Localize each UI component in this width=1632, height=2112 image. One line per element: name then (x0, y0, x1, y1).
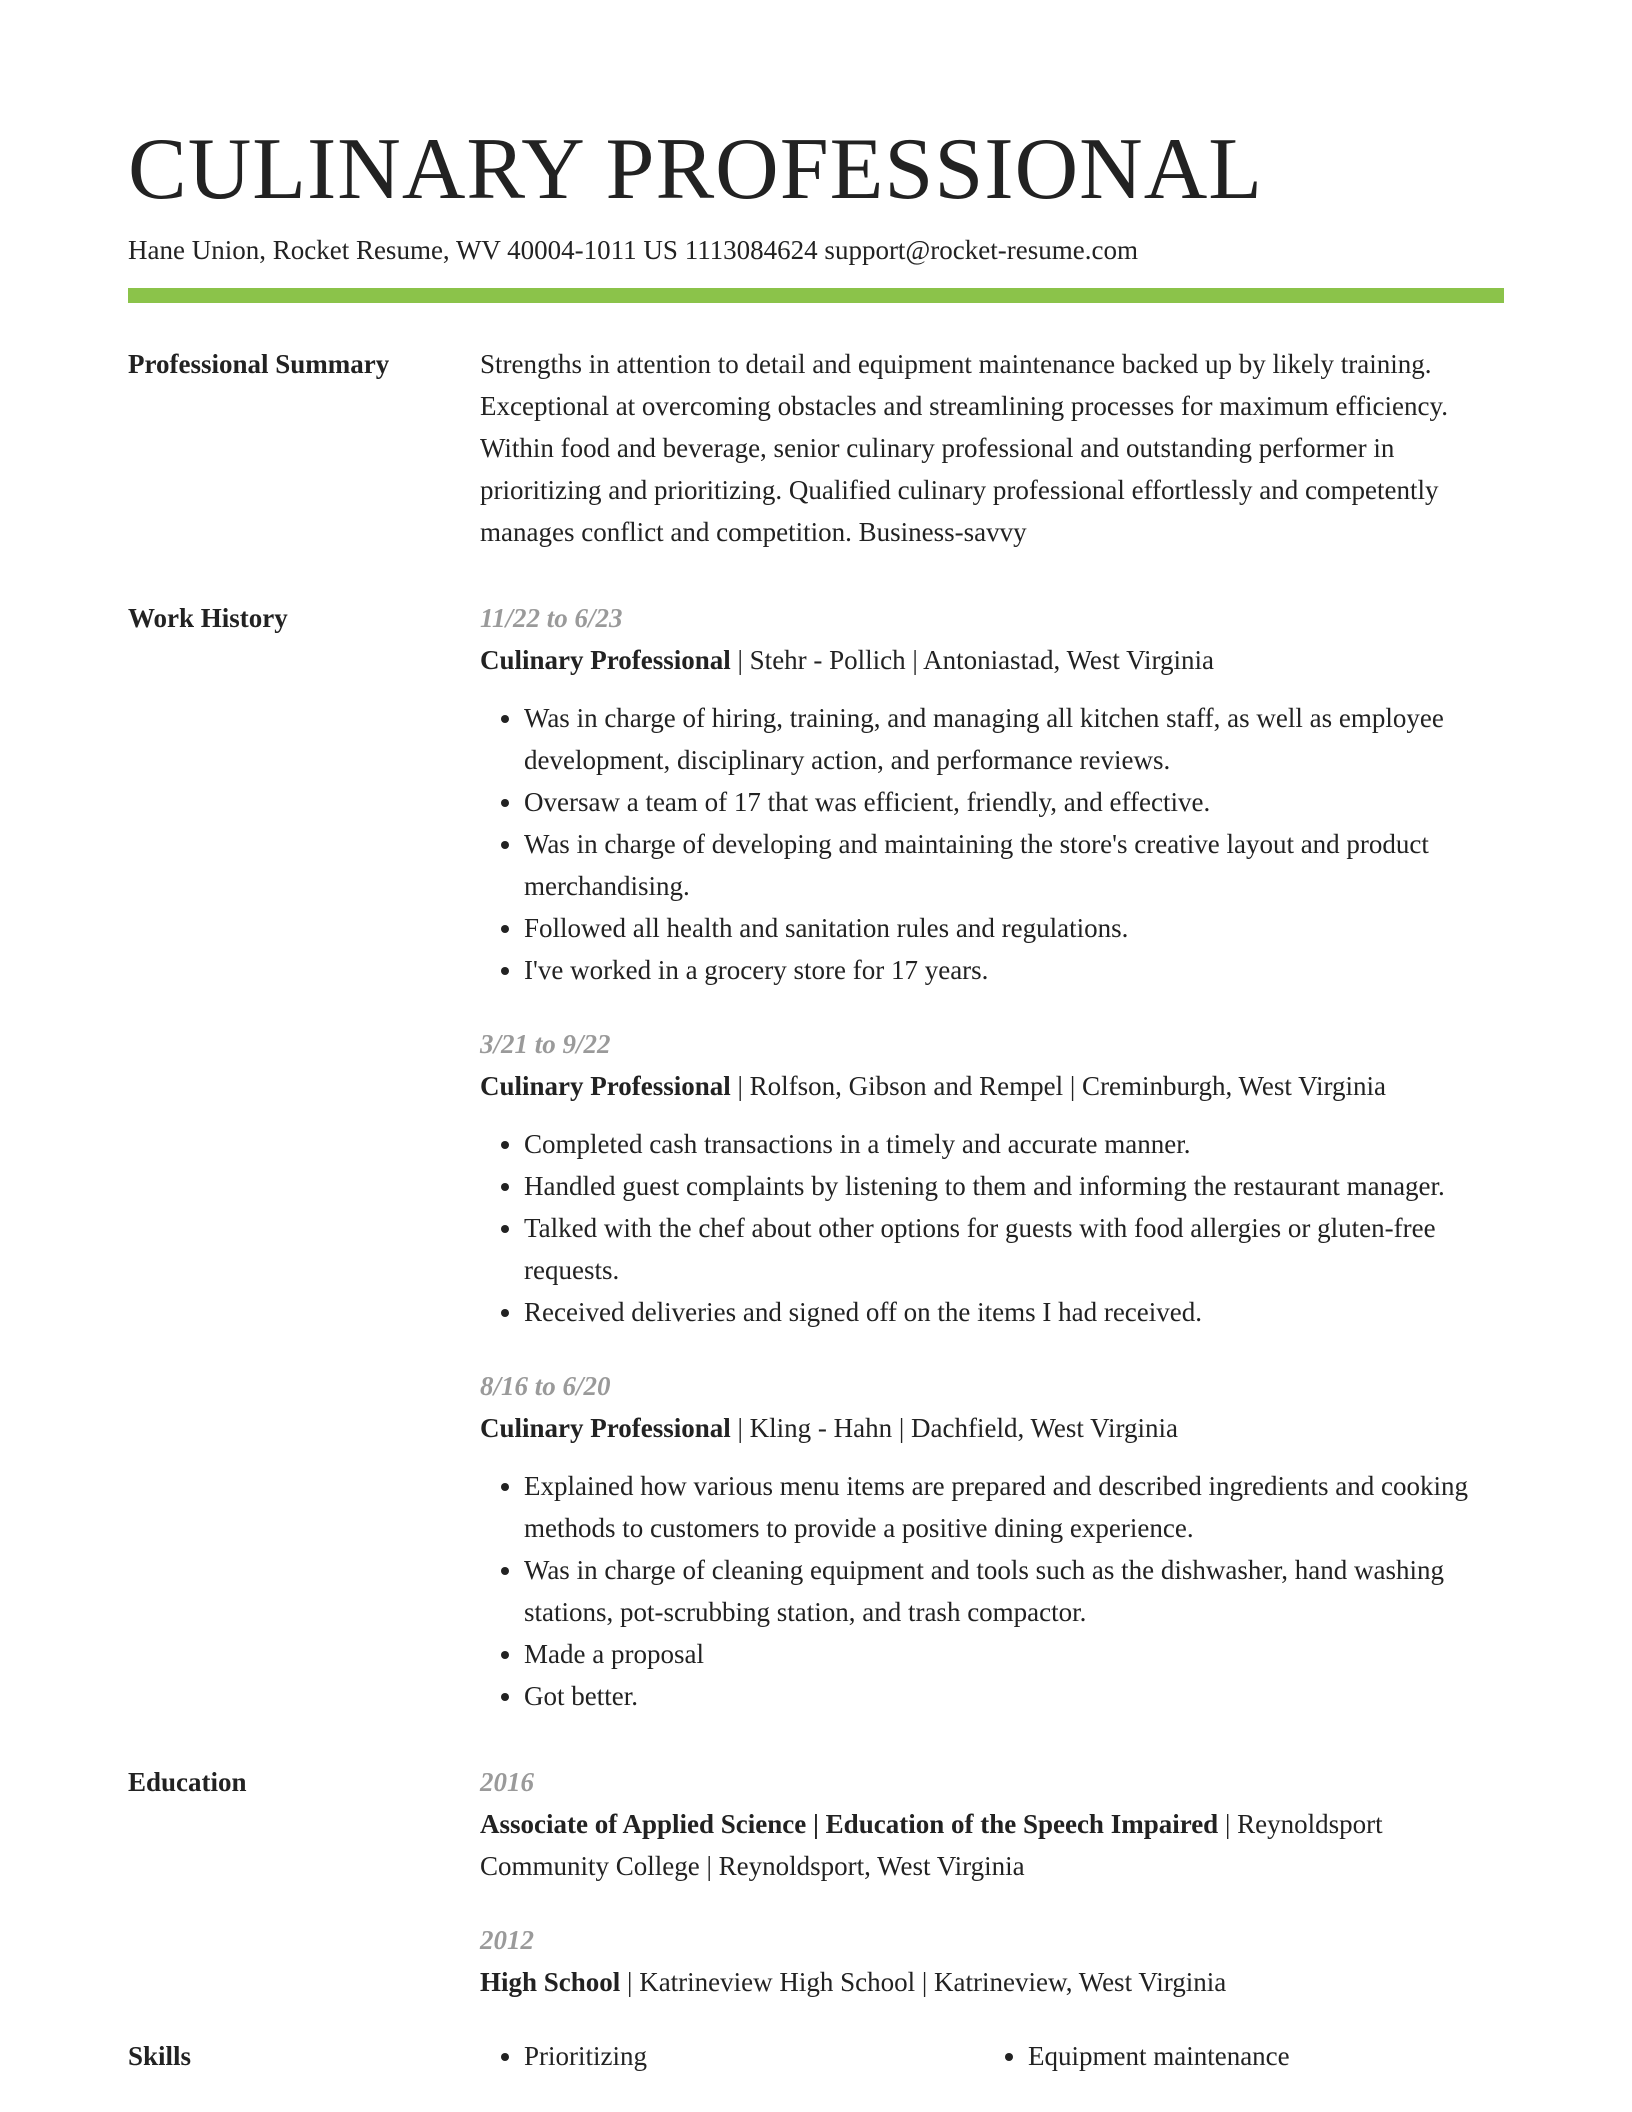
education-line (480, 1961, 1504, 2003)
education-year: 2012 (480, 1925, 534, 1955)
skills-grid (480, 2035, 1504, 2077)
job-entry (480, 1365, 1504, 1717)
bullet-item: • Was in charge of developing and maintaining the store's creative layout and product merchandising. (524, 823, 1504, 907)
summary-text: Strengths in attention to detail and equipment maintenance backed up by likely training. Exceptional at overcoming obstacles and streamlining processes for maximum efficiency. Within food and beverage, senior culinary professional and outstanding performer in prioritizing and prioritizing. Qualified culinary professional effortlessly and competently manages conflict and competition. Business-savvy (480, 349, 1448, 547)
resume-name: CULINARY PROFESSIONAL (128, 121, 1264, 218)
job-details: | Kling - Hahn | Dachfield, West Virginia (730, 1413, 1178, 1443)
bullet-item: • Got better. (524, 1675, 1504, 1717)
work-history-section (128, 597, 1504, 1717)
education-degree: Associate of Applied Science | Education of the Speech Impaired (480, 1809, 1219, 1839)
header-divider (128, 288, 1504, 303)
education-degree: High School (480, 1967, 621, 1997)
skill-item: • Prioritizing (524, 2035, 984, 2077)
job-bullets (480, 697, 1504, 991)
skill-item: • Equipment maintenance (1028, 2035, 1488, 2077)
bullet-item: • Handled guest complaints by listening to them and informing the restaurant manager. (524, 1165, 1504, 1207)
job-title: Culinary Professional (480, 645, 731, 675)
job-title: Culinary Professional (480, 1071, 731, 1101)
job-entry (480, 597, 1504, 991)
summary-section (128, 343, 1504, 553)
section-label-summary: Professional Summary (128, 349, 390, 379)
job-dates: 11/22 to 6/23 (480, 603, 623, 633)
section-label-skills: Skills (128, 2041, 192, 2071)
job-dates: 8/16 to 6/20 (480, 1371, 611, 1401)
job-title: Culinary Professional (480, 1413, 731, 1443)
job-entry (480, 1023, 1504, 1333)
bullet-item: • Explained how various menu items are prepared and described ingredients and cooking methods to customers to provide a positive dining experience. (524, 1465, 1504, 1549)
education-line (480, 1803, 1504, 1887)
job-title-line (480, 1407, 1504, 1449)
bullet-item: • Received deliveries and signed off on the items I had received. (524, 1291, 1504, 1333)
skills-column (480, 2035, 984, 2077)
job-bullets (480, 1123, 1504, 1333)
job-details: | Rolfson, Gibson and Rempel | Creminburgh, West Virginia (730, 1071, 1387, 1101)
education-details: | Katrineview High School | Katrineview, West Virginia (620, 1967, 1227, 1997)
education-year: 2016 (480, 1767, 534, 1797)
job-bullets (480, 1465, 1504, 1717)
bullet-item: • Made a proposal (524, 1633, 1504, 1675)
education-section (128, 1761, 1504, 2003)
bullet-item: • I've worked in a grocery store for 17 years. (524, 949, 1504, 991)
contact-info: Hane Union, Rocket Resume, WV 40004-1011 US 1113084624 support@rocket-resume.com (128, 235, 1138, 265)
education-entry (480, 1761, 1504, 1887)
section-label-education: Education (128, 1767, 247, 1797)
job-title-line (480, 639, 1504, 681)
job-dates: 3/21 to 9/22 (480, 1029, 611, 1059)
bullet-item: • Completed cash transactions in a timely and accurate manner. (524, 1123, 1504, 1165)
skills-section (128, 2035, 1504, 2077)
bullet-item: • Talked with the chef about other options for guests with food allergies or gluten-free requests. (524, 1207, 1504, 1291)
bullet-item: • Oversaw a team of 17 that was efficient, friendly, and effective. (524, 781, 1504, 823)
job-title-line (480, 1065, 1504, 1107)
job-details: | Stehr - Pollich | Antoniastad, West Virginia (730, 645, 1215, 675)
education-entry (480, 1919, 1504, 2003)
bullet-item: • Followed all health and sanitation rules and regulations. (524, 907, 1504, 949)
education-details: | Reynoldsport Community College | Reynoldsport, West Virginia (480, 1809, 1383, 1881)
section-label-work-history: Work History (128, 603, 288, 633)
bullet-item: • Was in charge of cleaning equipment and tools such as the dishwasher, hand washing stations, pot-scrubbing station, and trash compactor. (524, 1549, 1504, 1633)
skills-column (984, 2035, 1488, 2077)
bullet-item: • Was in charge of hiring, training, and managing all kitchen staff, as well as employee development, disciplinary action, and performance reviews. (524, 697, 1504, 781)
